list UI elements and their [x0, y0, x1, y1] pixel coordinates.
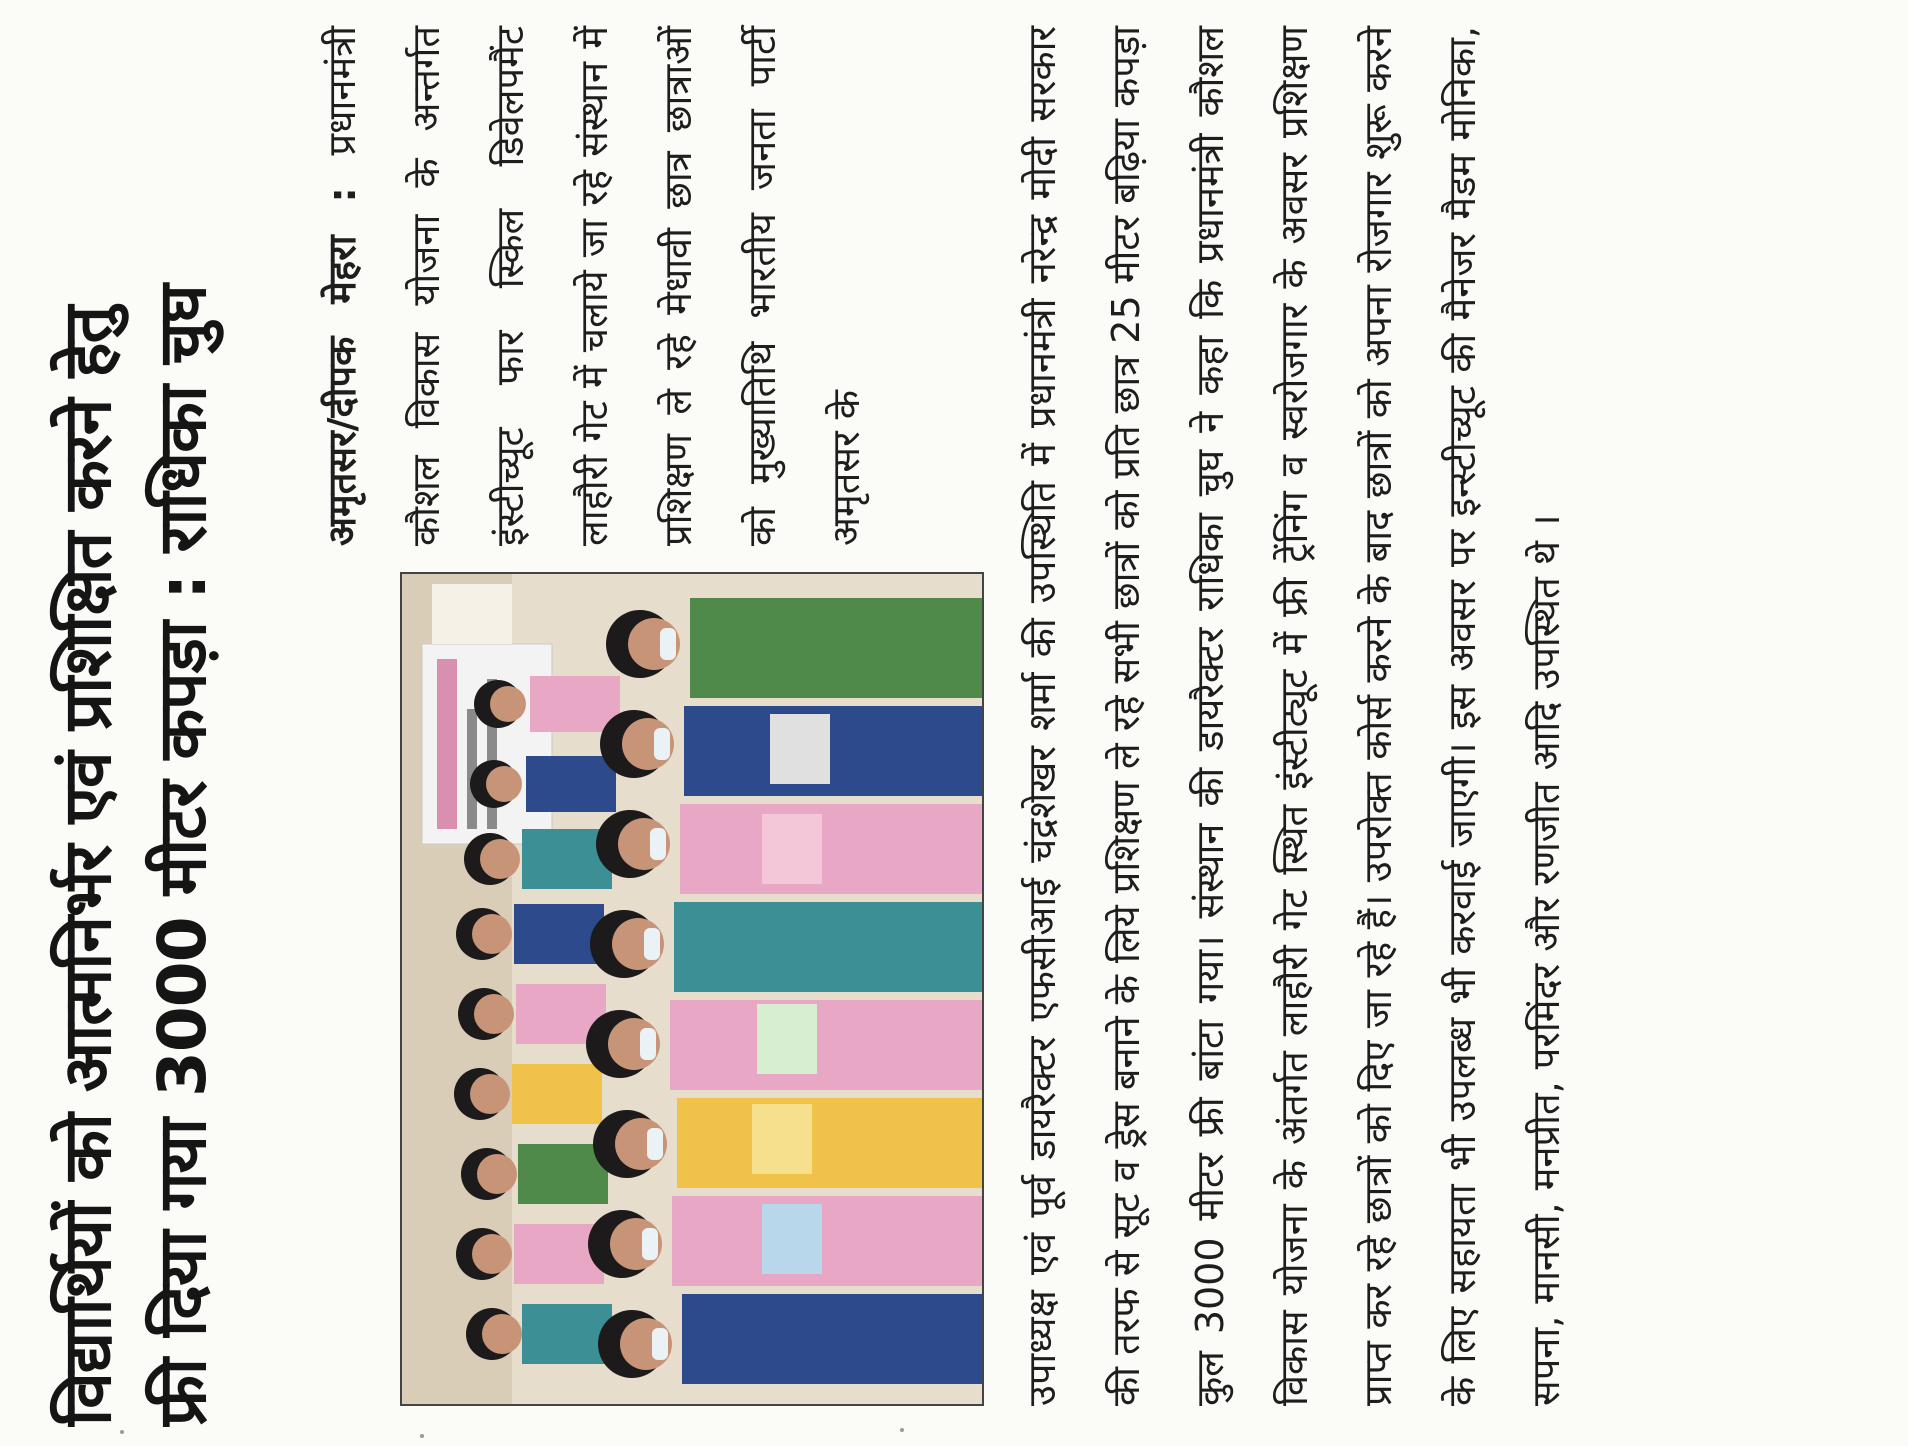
article-column-bottom: उपाध्यक्ष एवं पूर्व डायरैक्टर एफसीआई चंद्रशेखर शर्मा की उपस्थिति में प्रधानमंत्री नरेन्द्र मोदी सरकार की तरफ से सूट व ड्रेस बनाने के लिये प्रशिक्षण ले रहे सभी छात्रों को प्रति छात्र 25 मीटर बढ़िया कपड़ा कुल 3000 मीटर फ्री बांटा गया। संस्थान की डायरैक्टर राधिका चुघ ने कहा कि प्रधानमंत्री कौशल विकास योजना के अंतर्गत लाहौरी गेट स्थित इंस्टीट्यूट में फ्री ट्रेंनिंग व स्वरोजगार के अवसर प्रशिक्षण प्राप्त कर रहे छात्रों को दिए जा रहे हैं। उपरोक्त कोर्स करने के बाद छात्रों को अपना रोजगार शुरू करने के लिए सहायता भी उपलब्ध भी करवाई जाएगी। इस अवसर पर इन्स्टीच्यूट की मैनेजर मैडम मोनिका, सपना, मानसी, मनप्रीत, परमिंदर और रणजीत आदि उपस्थित थे ।	[1020, 26, 1568, 1406]
dateline: अमृतसर/दीपक मेहरा :	[320, 187, 364, 546]
print-speck	[900, 1428, 904, 1432]
headline	[40, 30, 230, 1426]
print-speck	[120, 1430, 124, 1434]
headline-line-2: फ्री दिया गया 3000 मीटर कपड़ा : राधिका चुघ	[144, 285, 221, 1426]
headline-line-1: विद्यार्थियों को आत्मनिर्भर एवं प्रशिक्षित करने हेतु	[49, 306, 126, 1426]
group-photo-image	[402, 574, 982, 1404]
print-speck	[420, 1434, 424, 1438]
article-paragraph-1: प्रधानमंत्री कौशल विकास योजना के अन्तर्गत इंस्टीच्यूट फार स्किल डिवेलपमैंट लाहौरी गेट में चलाये जा रहे संस्थान में प्रशिक्षण ले रहे मेधावी छात्र छात्राओं को मुख्यातिथि भारतीय जनता पार्टी अमृतसर के	[320, 26, 868, 546]
article-column-right	[300, 26, 888, 546]
group-photo	[400, 572, 984, 1406]
